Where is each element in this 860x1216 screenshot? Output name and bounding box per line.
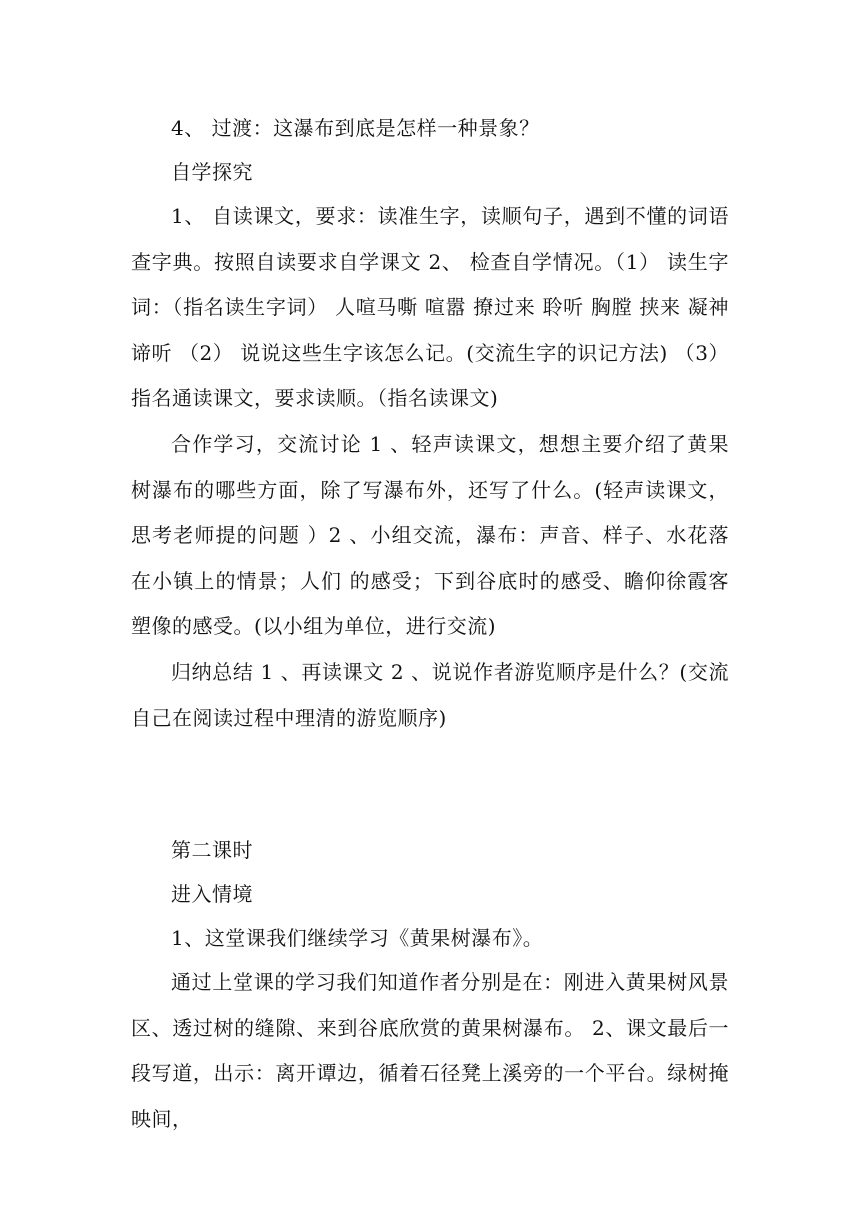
heading-self-study: 自学探究 xyxy=(171,160,253,184)
paragraph-continue-lesson: 1、这堂课我们继续学习《黄果树瀑布》。 xyxy=(171,926,544,950)
paragraph-review-text: 通过上堂课的学习我们知道作者分别是在：刚进入黄果树风景区、透过树的缝隙、来到谷底欣赏的黄果树瀑布。 2、课文最后一段写道，出示：离开谭边，循着石径凳上溪旁的一个平台。绿树掩映间， xyxy=(131,970,729,1131)
paragraph-transition: 4、 过渡：这瀑布到底是怎样一种景象？ xyxy=(171,116,540,140)
heading-second-lesson: 第二课时 xyxy=(171,838,253,862)
paragraph-cooperative-learning: 合作学习，交流讨论 1 、轻声读课文，想想主要介绍了黄果树瀑布的哪些方面，除了写瀑布外，还写了什么。(轻声读课文，思考老师提的问题 ）2 、小组交流，瀑布：声音、样子、水花落在小镇上的情景；人们 的感受；下到谷底时的感受、瞻仰徐霞客塑像的感受。(以小组为单位，进行交流) xyxy=(131,432,729,638)
paragraph-self-reading: 1、 自读课文，要求：读准生字，读顺句子，遇到不懂的词语查字典。按照自读要求自学课文 2、 检查自学情况。（1） 读生字词：（指名读生字词） 人喧马嘶 喧嚣 撩过来 聆听 胸膛 挟来 凝神谛听 （2） 说说这些生字该怎么记。(交流生字的识记方法) （3） 指名通读课文，要求读顺。（指名读课文) xyxy=(131,204,729,410)
heading-enter-scene: 进入情境 xyxy=(171,882,253,906)
paragraph-summary: 归纳总结 1 、再读课文 2 、说说作者游览顺序是什么？(交流自己在阅读过程中理清的游览顺序) xyxy=(131,660,729,730)
